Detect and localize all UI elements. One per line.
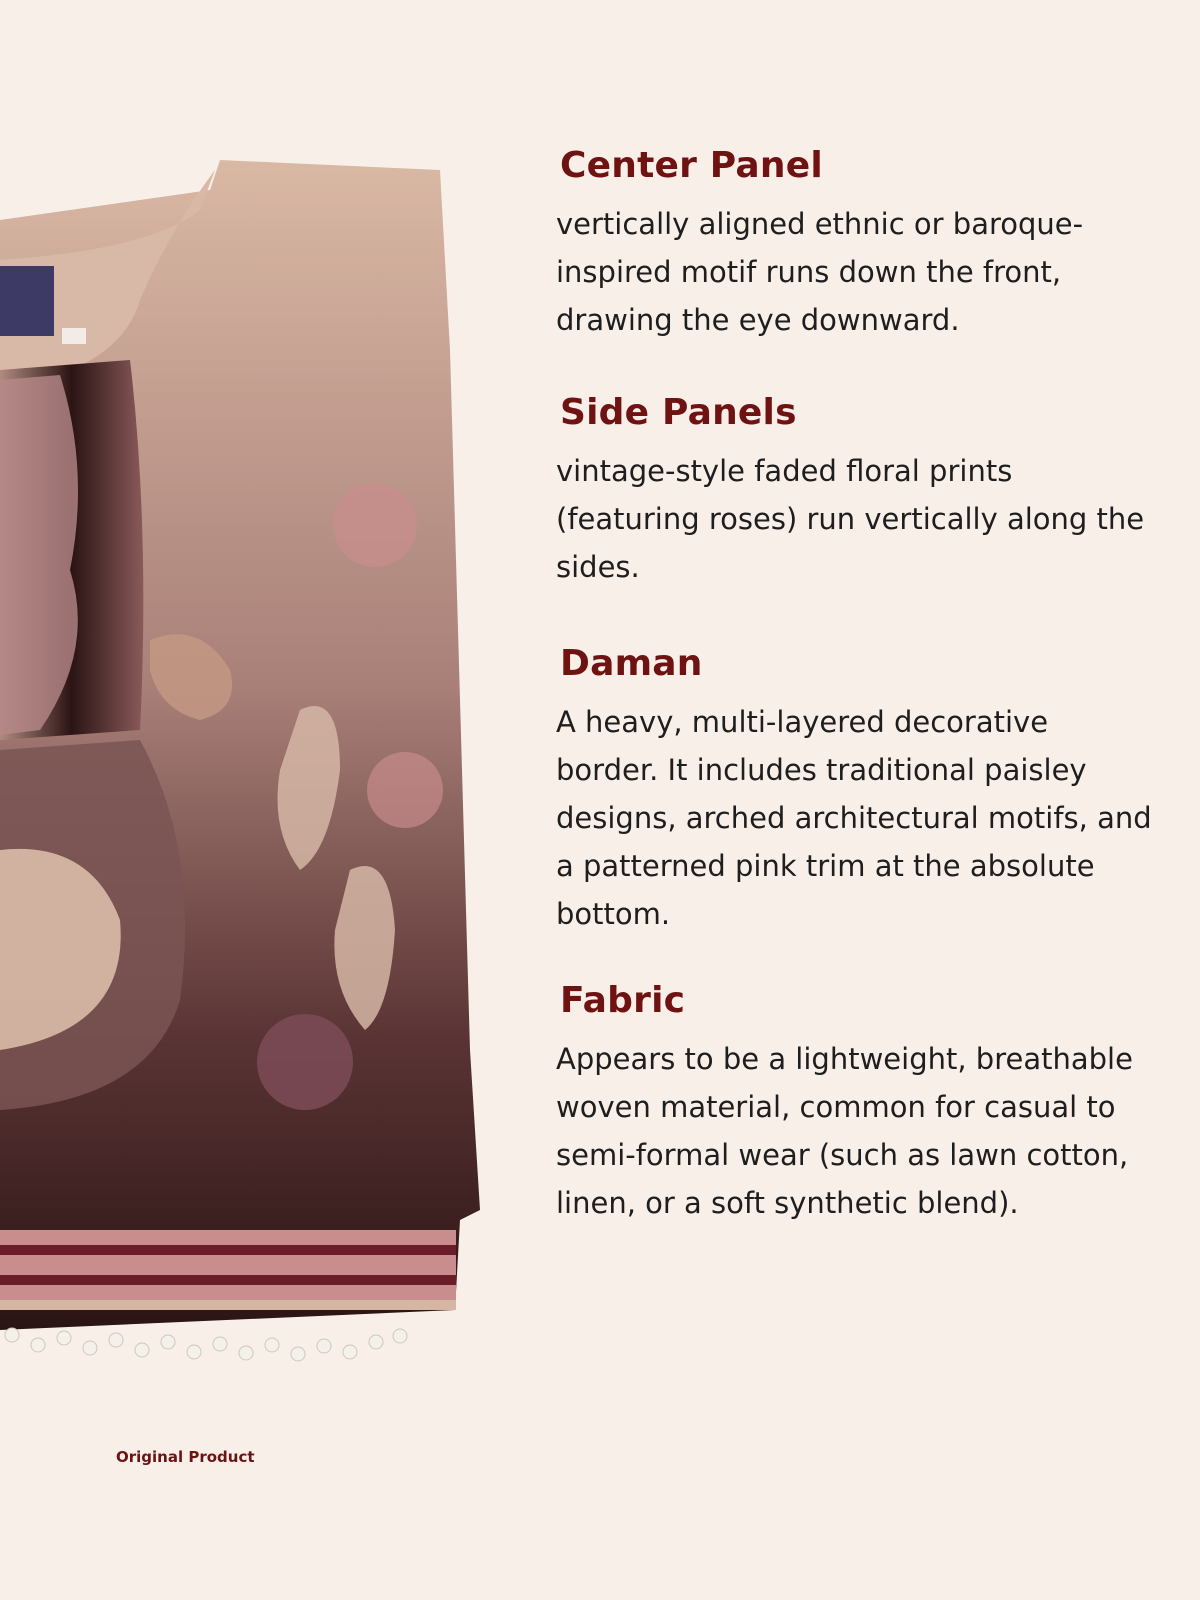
section-text: vintage-style faded floral prints (featuring roses) run vertically along the sides. [556, 454, 1145, 584]
section-title: Fabric [560, 980, 686, 1021]
section-title: Center Panel [560, 145, 823, 186]
section-text: Appears to be a lightweight, breathable woven material, common for casual to semi-formal wear (such as lawn cotton, linen, or a soft synthetic blend). [556, 1042, 1133, 1220]
section-fabric [556, 980, 1156, 1227]
section-title: Side Panels [560, 392, 797, 433]
section-side-panels [556, 392, 1156, 591]
section-text: vertically aligned ethnic or baroque-inspired motif runs down the front, drawing the eye downward. [556, 207, 1084, 337]
section-daman [556, 643, 1156, 938]
section-text: A heavy, multi-layered decorative border. It includes traditional paisley designs, arched architectural motifs, and a patterned pink trim at the absolute bottom. [556, 705, 1152, 931]
section-center-panel [556, 145, 1156, 344]
section-title: Daman [560, 643, 703, 684]
original-product-caption: Original Product [116, 1448, 255, 1466]
feature-list [556, 145, 1156, 1275]
garment-image [0, 150, 500, 1410]
